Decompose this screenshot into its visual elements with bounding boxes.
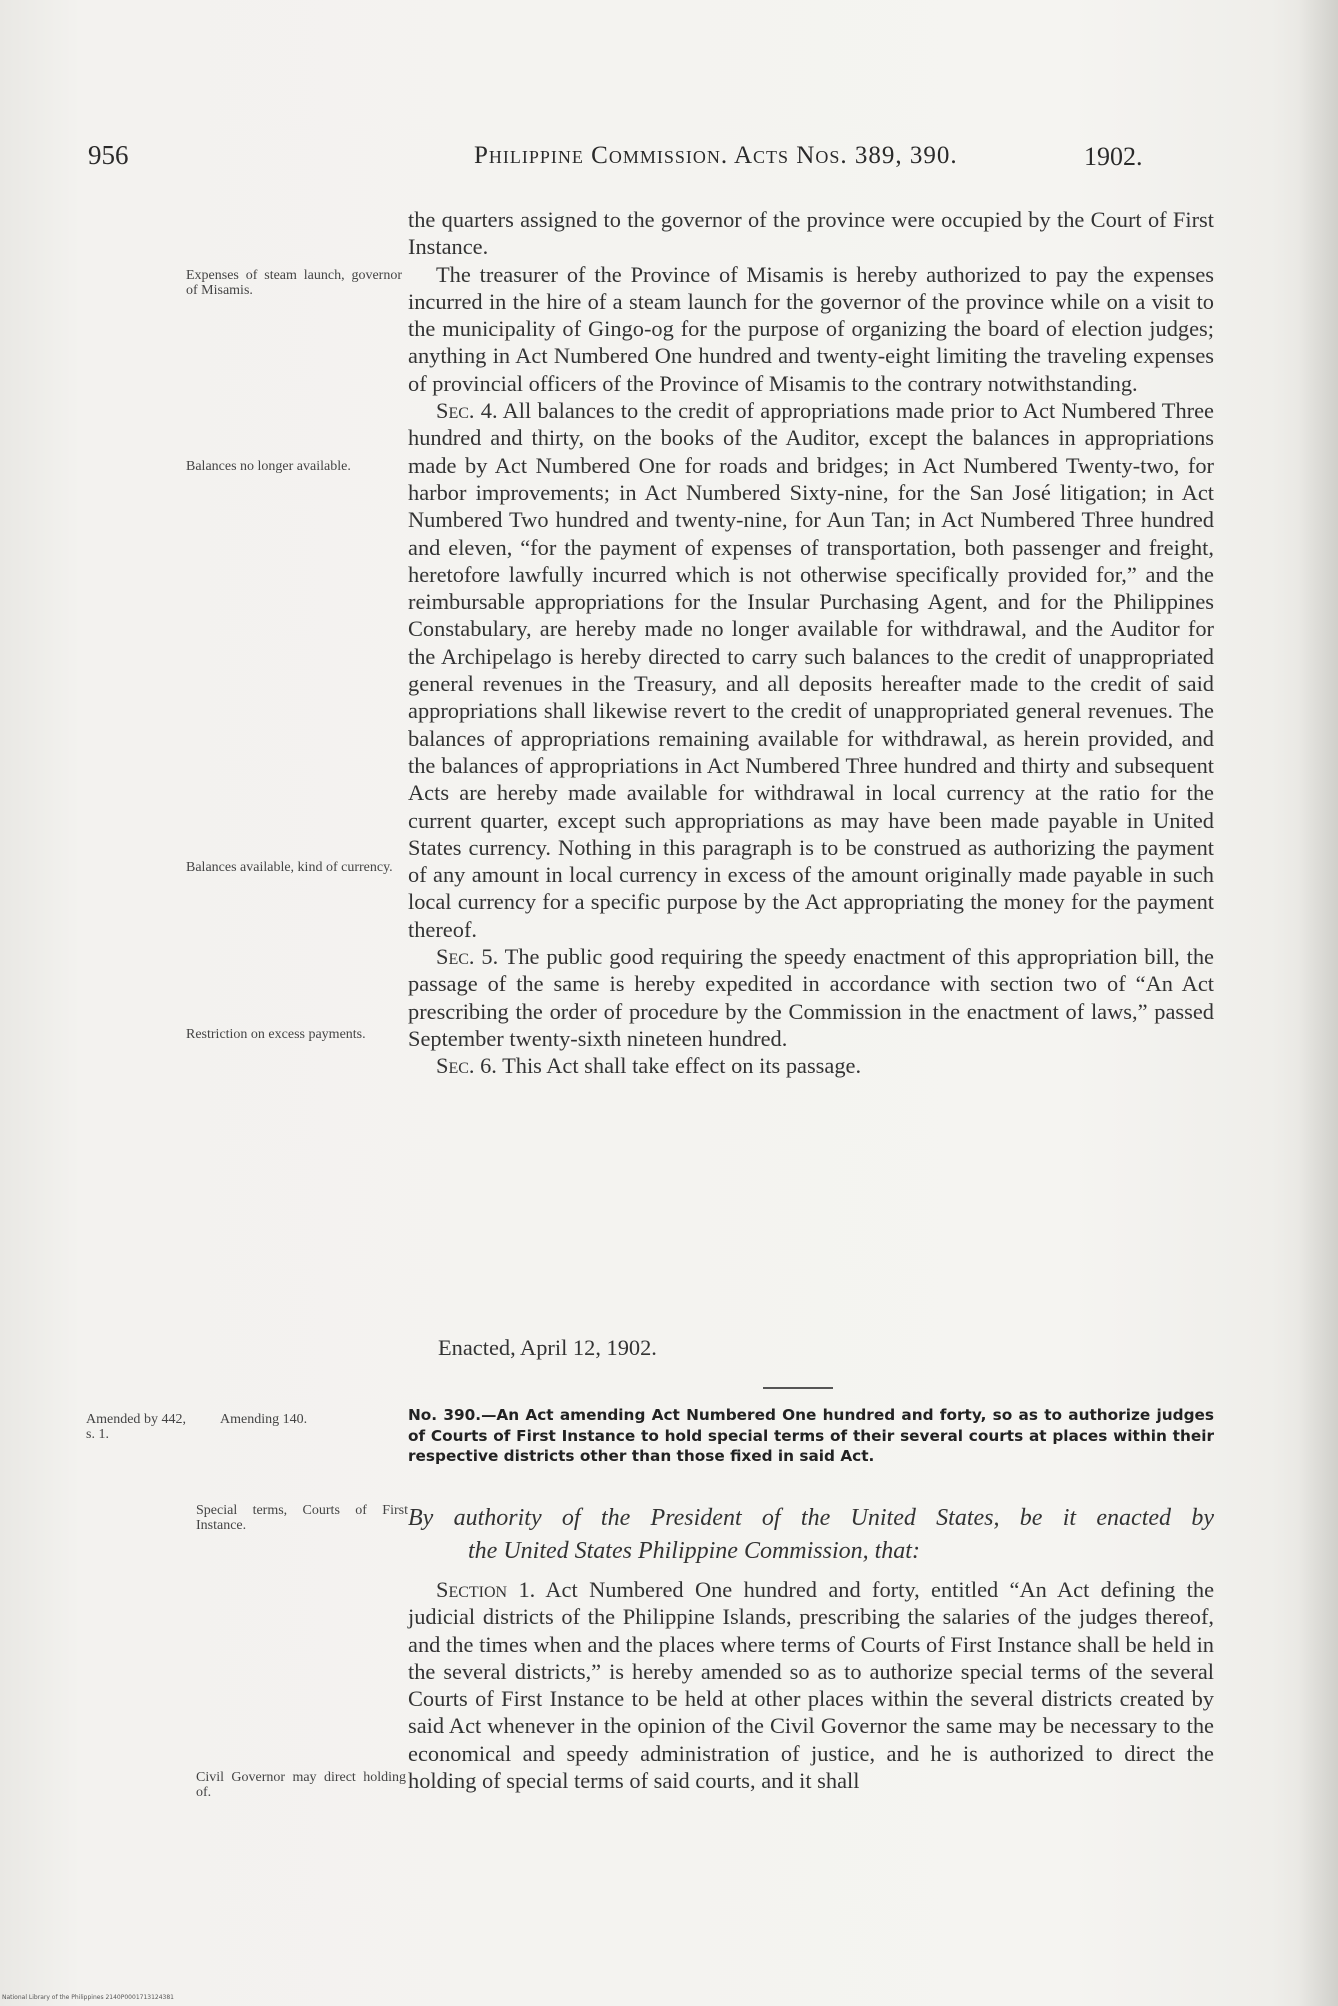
section-divider <box>763 1387 833 1389</box>
sidenote-amended-by: Amended by 442, s. 1. <box>86 1412 186 1442</box>
enacted-date: Enacted, April 12, 1902. <box>438 1335 657 1360</box>
sidenote-expenses-steam-launch: Expenses of steam launch, governor of Misamis. <box>186 268 402 298</box>
paragraph-2: The treasurer of the Province of Misamis is hereby authorized to pay the expenses incurred in the hire of a steam launch for the governor of the province while on a visit to the municipality of Gingo-og for the purpose of organizing the board of election judges; anything in Act Numbered One hundred and twenty-eight limiting the traveling expenses of provincial officers of the Province of Misamis to the contrary notwithstanding. <box>408 261 1214 396</box>
section-6-text: This Act shall take effect on its passage. <box>496 1053 862 1079</box>
paragraph-section-6 <box>408 1052 1214 1079</box>
sidenote-amending: Amending 140. <box>220 1412 308 1427</box>
sidenote-civil-governor: Civil Governor may direct holding of. <box>196 1770 406 1800</box>
section-1-label: Section 1. <box>436 1577 536 1602</box>
page-number: 956 <box>88 140 129 170</box>
paragraph-section-4 <box>408 397 1214 943</box>
section-5-label: Sec. 5. <box>436 944 499 970</box>
running-head: Philippine Commission. Acts Nos. 389, 390. <box>474 142 958 169</box>
paragraph-1: the quarters assigned to the governor of the province were occupied by the Court of First Instance. <box>408 207 1214 260</box>
footer-identifier: National Library of the Philippines 2140P0001713124381 <box>2 1994 174 2001</box>
section-6-label: Sec. 6. <box>436 1053 497 1079</box>
section-4-text: All balances to the credit of appropriations made prior to Act Numbered Three hundred and thirty, on the books of the Auditor, except the balances in appropriations made by Act Numbered One for roads and bridges; in Act Numbered Twenty-two, for harbor improvements; in Act Numbered Sixty-nine, for the San José litigation; in Act Numbered Two hundred and twenty-nine, for Aun Tan; in Act Numbered Three hundred and eleven, “for the payment of expenses of transportation, both passenger and freight, heretofore lawfully incurred which is not otherwise specifically provided for,” and the reimbursable appropriations for the Insular Purchasing Agent, and for the Philippines Constabulary, are hereby made no longer available for withdrawal, and the Auditor for the Archipelago is hereby directed to carry such balances to the credit of unappropriated general revenues in the Treasury, and all deposits hereafter made to the credit of said appropriations shall likewise revert to the credit of unappropriated general revenues. The balances of appropriations remaining available for withdrawal, as herein provided, and the balances of appropriations in Act Numbered Three hundred and thirty and subsequent Acts are hereby made available for withdrawal in local currency at the ratio for the current quarter, except such appropriations as may have been made payable in United States currency. Nothing in this paragraph is to be construed as authorizing the payment of any amount in local currency in excess of the amount originally made payable in such local currency for a specific purpose by the Act appropriating the money for the payment thereof. <box>408 398 1214 942</box>
section-5-text: The public good requiring the speedy enactment of this appropriation bill, the passage of the same is hereby expedited in accordance with section two of “An Act prescribing the order of procedure by the Commission in the enactment of laws,” passed September twenty-sixth nineteen hundred. <box>408 944 1214 1051</box>
sidenote-balances-no-longer-available: Balances no longer available. <box>186 459 351 474</box>
section-1-text: Act Numbered One hundred and forty, entitled “An Act defining the judicial districts of the Philippine Islands, prescribing the salaries of the judges thereof, and the times when and the places where terms of Courts of First Instance shall be held in the several districts,” is hereby amended so as to authorize special terms of the several Courts of First Instance to be held at other places within the several districts created by said Act whenever in the opinion of the Civil Governor the same may be necessary to the economical and speedy administration of justice, and he is authorized to direct the holding of special terms of said courts, and it shall <box>408 1577 1215 1794</box>
header-year: 1902. <box>1084 142 1143 171</box>
enacting-clause-line-1: By authority of the President of the United States, be it enacted by <box>408 1505 1214 1531</box>
act-title: No. 390.—An Act amending Act Numbered One hundred and forty, so as to authorize judges of Courts of First Instance to hold special terms of their several courts at places within their respective districts other than those fixed in said Act. <box>408 1406 1214 1465</box>
enacting-clause-line-2: the United States Philippine Commission, that: <box>468 1538 920 1564</box>
sidenote-balances-kind-of-currency: Balances available, kind of currency. <box>186 860 393 875</box>
paragraph-section-5 <box>408 943 1214 1052</box>
section-4-label: Sec. 4. <box>436 398 498 424</box>
enacting-clause <box>408 1502 1214 1568</box>
sidenote-restriction-excess-payments: Restriction on excess payments. <box>186 1027 366 1042</box>
paragraph-section-1 <box>408 1576 1214 1794</box>
page-edge-shadow <box>1298 0 1338 2006</box>
body-text-lower <box>408 1576 1214 1794</box>
sidenote-special-terms: Special terms, Courts of First Instance. <box>196 1503 408 1533</box>
page-header <box>0 140 1338 180</box>
body-text-upper <box>408 206 1214 1080</box>
